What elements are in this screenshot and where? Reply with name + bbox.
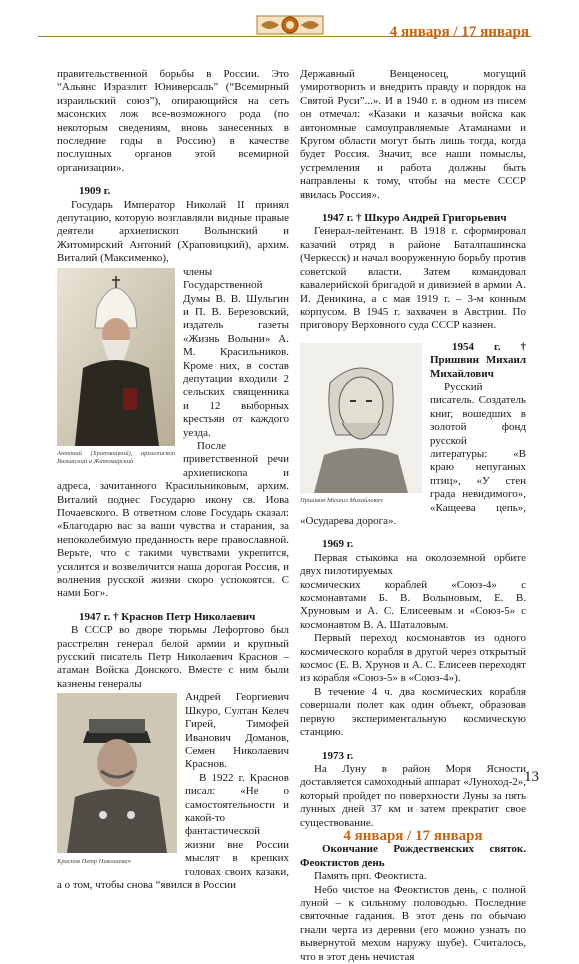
paragraph: После приветственной речи архиепископа и адреса, зачитанного Красильниковым, архим. Виталий поднес Государю икону св. Иова Почаевского. В ответном слове Государь сказал: «Благодарю вас за ваши чувства и старания, за непоколебимую преданность вере православной. Верьте, что с такими чувствами укрепится, усилится и возвеличится наша дорогая Россия, и волнения русской жизни скоро успокоятся. С нами Бог». [57, 439, 289, 600]
figure-antony [57, 268, 175, 466]
photo-caption: Краснов Петр Николаевич [57, 857, 131, 865]
header-date: 4 января / 17 января [389, 24, 529, 40]
photo-wrap [57, 691, 289, 892]
photo-caption: Антоний (Храповицкий), архиепископ Волынский и Житомирский [57, 450, 175, 466]
figure-prishvin [300, 343, 422, 505]
entry-heading: 1954 г. † Пришвин Михаил Михайлович [430, 340, 526, 380]
paragraph: Небо чистое на Феоктистов день, с полной луной – к сильному половодью. Последние святочные гадания. В этот день по обычаю гнали черта из деревни (его можно узнать по вывернутой мехом наружу шубе). Считалось, что в этот день нечистая [300, 883, 526, 963]
figure-krasnov [57, 693, 177, 865]
left-column [57, 68, 289, 892]
entry-heading: 1947 г. † Шкуро Андрей Григорьевич [322, 212, 507, 225]
paragraph: Русский писатель. Создатель книг, вошедших в золотой фонд русской литературы: «В краю непуганых птиц», «У стен града невидимого», «Кащеева цепь», «Осударева дорога». [300, 380, 526, 527]
paragraph: правительственной борьбы в России. Это “Альянс Израэлит Юниверсаль” (“Всемирный израильский союз”), опирающийся на сеть масонских лож все-возможного рода (по некоторым сведениям, вновь занесенных в последние годы в Россию) в качестве послушных органов этой всемирной организации». [57, 68, 289, 174]
year-heading: 1909 г. [79, 185, 111, 198]
paragraph: В СССР во дворе тюрьмы Лефортово был расстрелян генерал белой армии и крупный русский писатель Петр Николаевич Краснов – атаман Войска Донского. Вместе с ним были казнены генералы [57, 624, 289, 690]
section-title: 4 января / 17 января [343, 827, 483, 844]
paragraph: На Луну в район Моря Ясности доставляется самоходный аппарат «Луноход-2», который пройдет по поверхности Луны за пять лунных дней 37 км и затем прекратит свое существование. [300, 762, 526, 829]
page-number: 13 [524, 769, 539, 785]
paragraph: Первая стыковка на околоземной орбите двух пилотируемых [300, 551, 526, 578]
photo-wrap [300, 341, 526, 579]
paragraph: Державный Венценосец, могущий умиротворить и внедрить правду и порядок на Святой Руси”...». И в 1940 г. в одном из писем он отмечал: «Казаки и казачьи войска как автономные самоуправляемые Атаманами и Кругом области могут быть лишь тогда, когда будет Россия. Значит, все наши помыслы, устремления и работа должны быть направлены к тому, чтобы на месте СССР явилась Россия». [300, 68, 526, 201]
paragraph: Андрей Георгиевич Шкуро, Султан Келеч Гирей, Тимофей Иванович Доманов, Семен Николаевич Краснов. [185, 691, 289, 771]
paragraph: Государь Император Николай II принял депутацию, которую возглавляли видные правые деятели архиепископ Волынский и Житомирский Антоний (Храповицкий), архим. Виталий (Максименко), [57, 198, 289, 265]
year-heading: 1969 г. [322, 538, 354, 551]
portrait-prishvin-image [300, 343, 422, 493]
photo-caption: Пришвин Михаил Михайлович [300, 497, 383, 505]
paragraph: космических кораблей «Союз-4» с космонавтами Б. В. Волыновым, Е. В. Хруновым и А. С. Елисеевым и «Союз-5» с космонавтом В. А. Шаталовым. [300, 578, 526, 631]
paragraph: Память прп. Феоктиста. [314, 870, 427, 883]
ornament-icon [255, 12, 325, 38]
entry-heading: 1947 г. † Краснов Петр Николаевич [79, 610, 256, 623]
portrait-antony-image [57, 268, 175, 446]
paragraph: члены Государственной Думы В. В. Шульгин и П. В. Березовский, издатель газеты «Жизнь Волыни» А. М. Красильников. Кроме них, в состав депутации входили 2 сельских священника и 12 выборных крестьян от каждого уезда. [183, 265, 289, 439]
paragraph: Генерал-лейтенант. В 1918 г. сформировал казачий отряд в районе Баталпашинска (Черкесск) и начал вооруженную борьбу против советской власти. Затем командовал кавалерийской бригадой и дивизией в армии А. И. Деникина, а с мая 1919 г. – 3-м конным корпусом. В 1945 г. захвачен в Австрии. По приговору Верховного суда СССР казнен. [300, 225, 526, 332]
paragraph: В 1922 г. Краснов писал: «Не о самостоятельности и какой-то фантастической жизни вне России мыслят в крепких головах своих казаки, а о том, чтобы снова “явился в России [57, 771, 289, 891]
year-heading: 1973 г. [322, 749, 354, 762]
portrait-krasnov-image [57, 693, 177, 853]
paragraph: В течение 4 ч. два космических корабля совершали полет как один объект, образовав первую экспериментальную космическую станцию. [300, 685, 526, 739]
paragraph: Первый переход космонавтов из одного космического корабля в другой через открытый космос (Е. В. Хрунов и А. С. Елисеев переходят из корабля «Союз-5» в «Союз-4»). [300, 632, 526, 685]
right-column [300, 68, 526, 964]
entry-heading: Окончание Рождественских святок. Феоктистов день [300, 843, 526, 869]
photo-wrap [57, 266, 289, 601]
